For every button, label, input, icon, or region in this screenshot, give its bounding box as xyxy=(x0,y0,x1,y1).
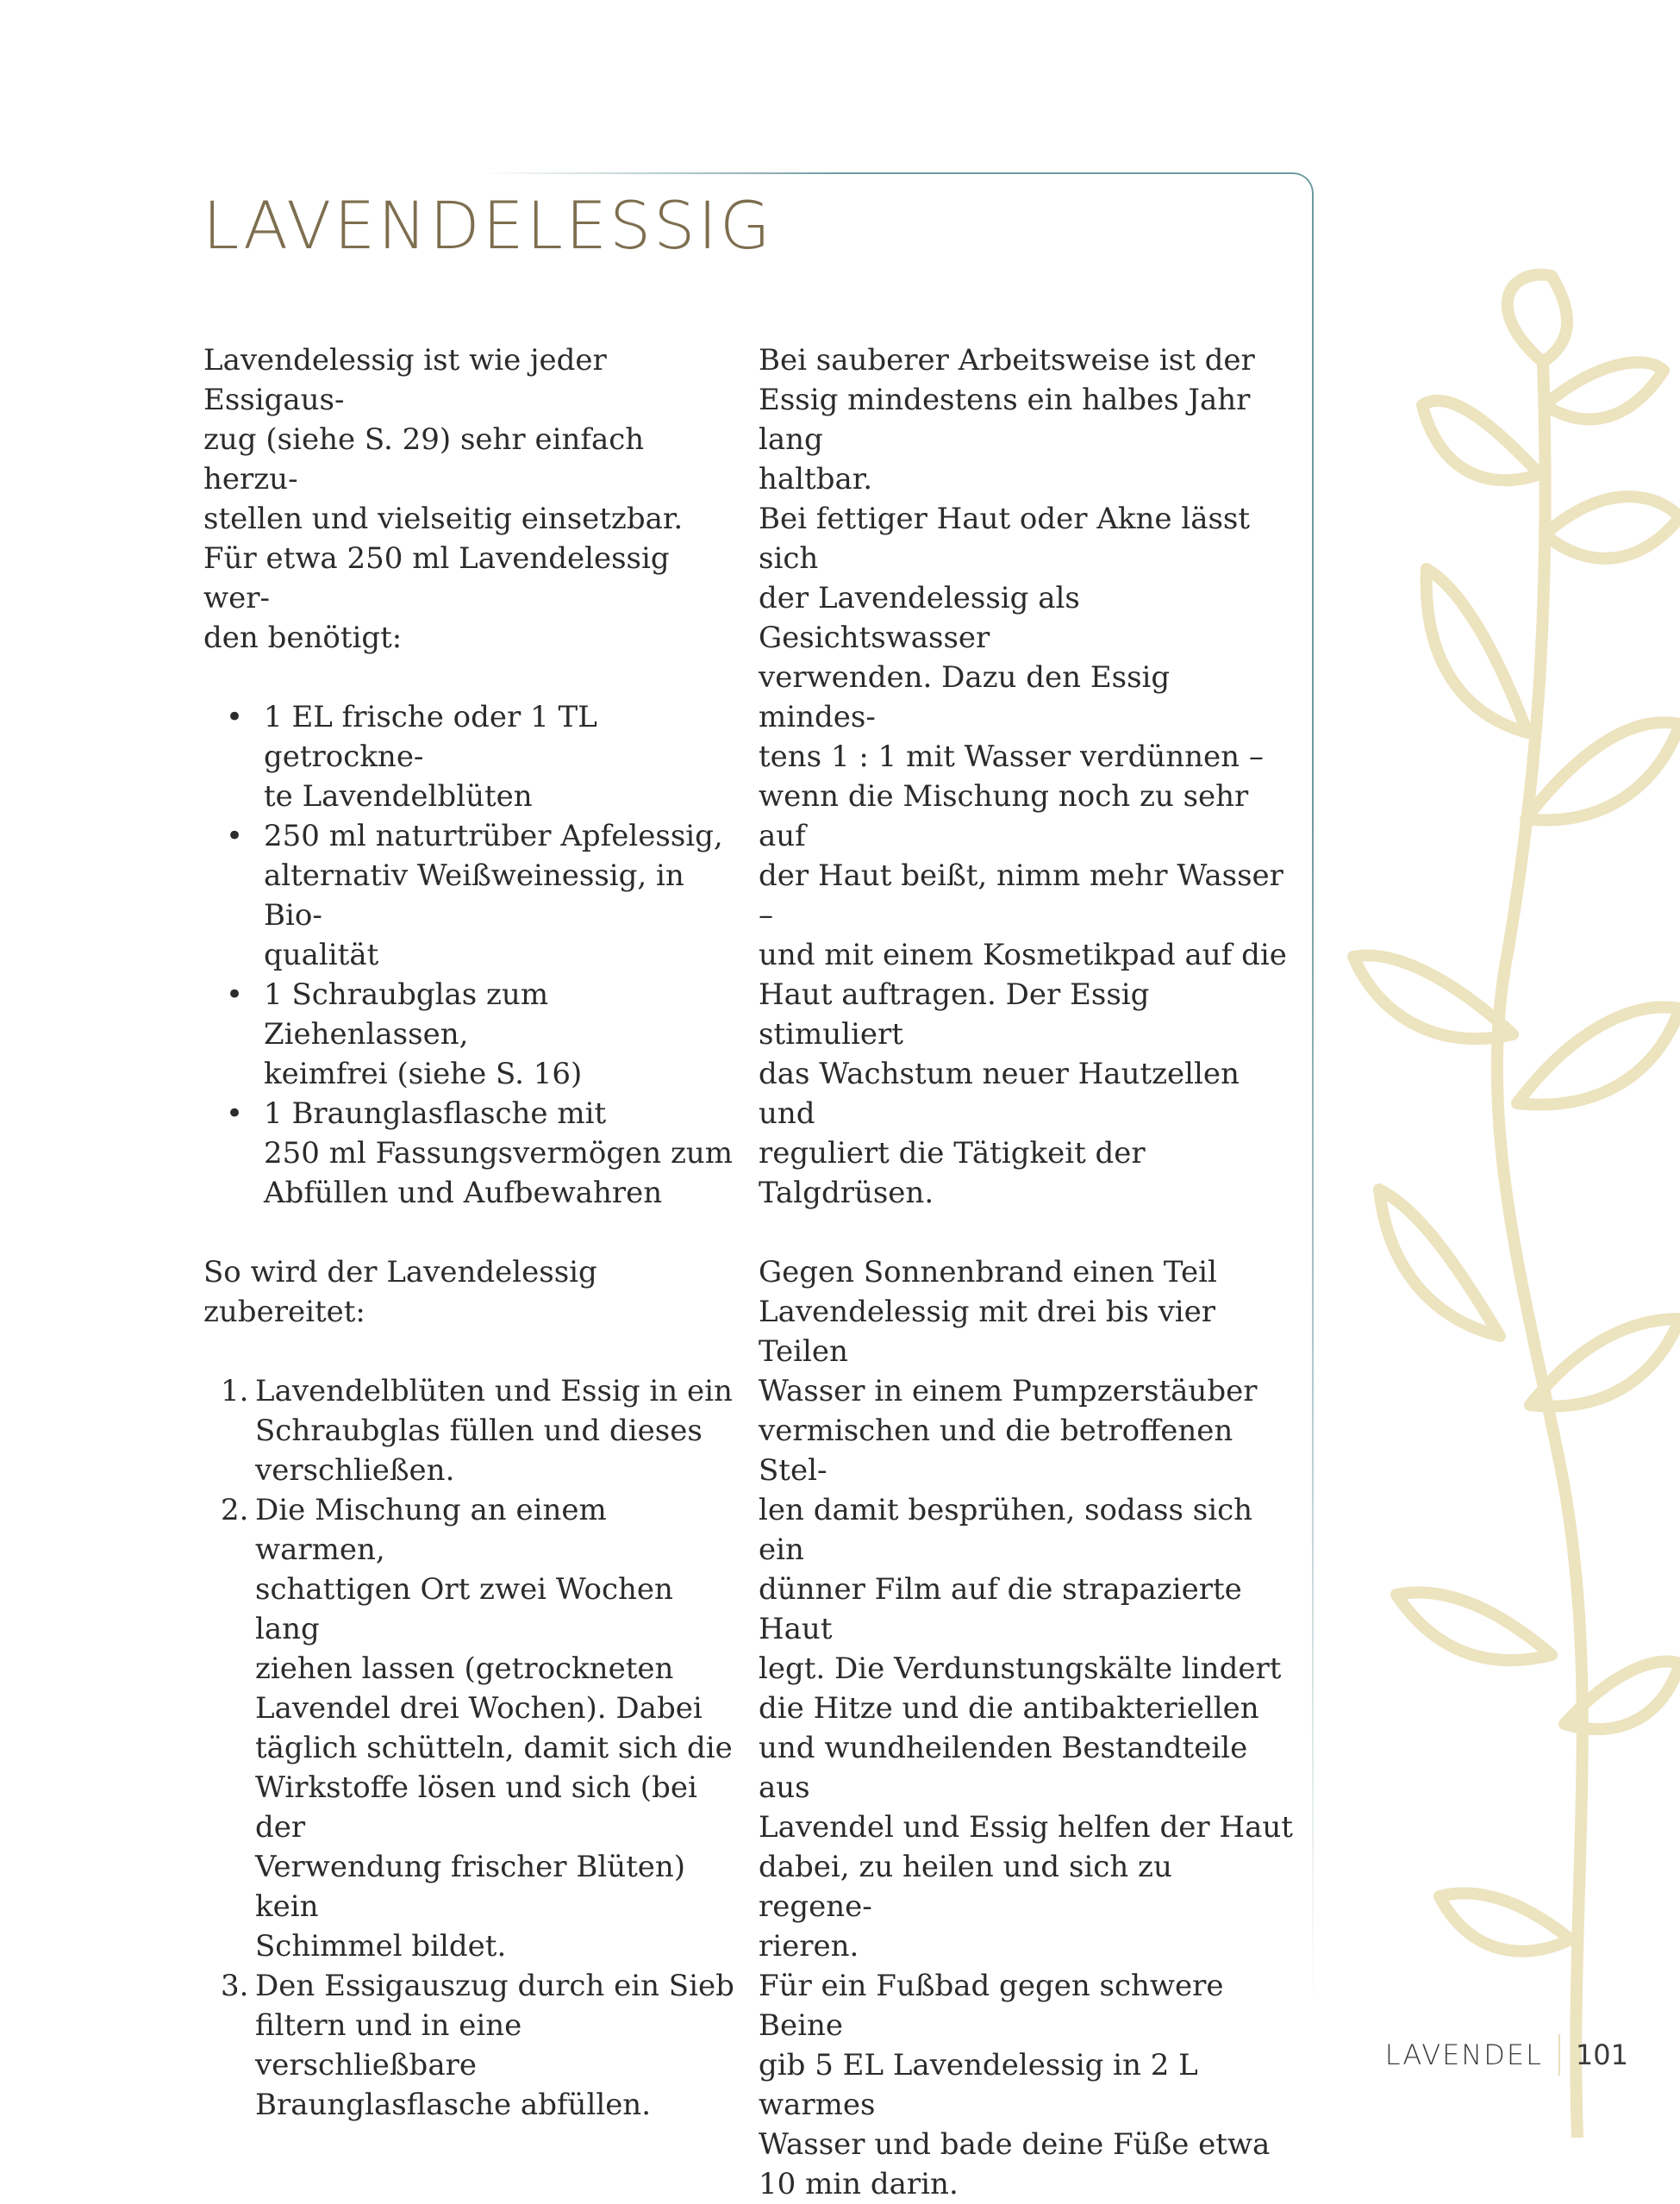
leaf-branch-illustration xyxy=(1345,259,1680,2138)
section-label: LAVENDEL xyxy=(1384,2039,1543,2071)
text-line: ziehen lassen (getrockneten xyxy=(255,1651,674,1686)
text-line: schattigen Ort zwei Wochen lang xyxy=(255,1572,673,1646)
left-column xyxy=(203,340,738,2125)
shelf-life-paragraph xyxy=(759,340,1293,499)
bullet-icon: • xyxy=(226,977,244,1012)
list-item xyxy=(226,1094,738,1213)
text-line: 250 ml Fassungsvermögen zum xyxy=(264,1136,734,1171)
step-number: 1. xyxy=(221,1374,249,1408)
text-line: 1 EL frische oder 1 TL getrockne- xyxy=(264,700,597,774)
text-line: Haut auftragen. Der Essig stimuliert xyxy=(759,977,1150,1052)
list-item xyxy=(226,975,738,1094)
page-footer xyxy=(1385,2034,1628,2076)
text-line: haltbar. xyxy=(759,462,873,496)
text-line: und mit einem Kosmetikpad auf die xyxy=(759,938,1287,972)
text-line: der Haut beißt, nimm mehr Wasser – xyxy=(759,858,1283,933)
plant-leaf xyxy=(1440,1894,1571,1951)
preparation-intro: So wird der Lavendelessig zubereitet: xyxy=(203,1255,597,1329)
text-line: 1 Schraubglas zum Ziehenlassen, xyxy=(264,977,549,1052)
text-line: wenn die Mischung noch zu sehr auf xyxy=(759,779,1249,853)
list-item xyxy=(221,1490,738,1966)
text-line: Bei sauberer Arbeitsweise ist der xyxy=(759,343,1255,378)
text-line: täglich schütteln, damit sich die xyxy=(255,1731,733,1765)
text-line: Für ein Fußbad gegen schwere Beine xyxy=(759,1969,1224,2043)
plant-leaf xyxy=(1526,722,1680,820)
text-line: keimfrei (siehe S. 16) xyxy=(264,1057,583,1091)
text-line: legt. Die Verdunstungskälte lindert xyxy=(759,1651,1282,1686)
text-line: dabei, zu heilen und sich zu regene- xyxy=(759,1850,1172,1924)
skin-care-paragraph xyxy=(759,499,1293,1213)
text-line: 250 ml naturtrüber Apfelessig, xyxy=(264,819,723,853)
bullet-icon: • xyxy=(226,1096,244,1131)
text-line: reguliert die Tätigkeit der Talgdrüsen. xyxy=(759,1136,1146,1210)
text-line: alternativ Weißweinessig, in Bio- xyxy=(264,858,684,933)
text-line: filtern und in eine verschließbare xyxy=(255,2008,522,2082)
text-line: Abfüllen und Aufbewahren xyxy=(264,1176,663,1210)
bullet-icon: • xyxy=(226,819,244,853)
text-line: 1 Braunglasflasche mit xyxy=(264,1096,607,1131)
list-item xyxy=(226,697,738,816)
ingredient-list xyxy=(203,697,738,1213)
text-line: Gegen Sonnenbrand einen Teil xyxy=(759,1255,1217,1289)
text-line: Lavendelessig mit drei bis vier Teilen xyxy=(759,1295,1216,1369)
text-line: Für etwa 250 ml Lavendelessig wer- xyxy=(203,541,670,615)
text-line: 10 min darin. xyxy=(759,2167,959,2201)
text-line: Lavendel drei Wochen). Dabei xyxy=(255,1691,703,1726)
list-item xyxy=(221,1966,738,2125)
text-line: den benötigt: xyxy=(203,621,403,655)
bullet-icon: • xyxy=(226,700,244,734)
footer-divider xyxy=(1558,2034,1560,2076)
text-line: gib 5 EL Lavendelessig in 2 L warmes xyxy=(759,2048,1198,2122)
plant-leaf xyxy=(1517,1007,1680,1104)
text-line: Verwendung frischer Blüten) kein xyxy=(255,1850,686,1924)
sunburn-paragraph xyxy=(759,1252,1293,1966)
list-item xyxy=(226,816,738,975)
text-line: len damit besprühen, sodass sich ein xyxy=(759,1493,1253,1567)
text-line: dünner Film auf die strapazierte Haut xyxy=(759,1572,1242,1646)
text-line: und wundheilenden Bestandteile aus xyxy=(759,1731,1248,1805)
plant-stem xyxy=(1497,362,1583,2138)
plant-leaf xyxy=(1530,1319,1680,1407)
text-line: te Lavendelblüten xyxy=(264,779,533,814)
text-line: Den Essigauszug durch ein Sieb xyxy=(255,1969,734,2003)
plant-leaf xyxy=(1379,1189,1500,1336)
text-line: Lavendelessig ist wie jeder Essigaus- xyxy=(203,343,607,417)
text-line: Lavendelblüten und Essig in ein xyxy=(255,1374,733,1408)
text-line: zug (siehe S. 29) sehr einfach herzu- xyxy=(203,422,645,496)
frame-fade xyxy=(483,171,845,176)
plant-leaf xyxy=(1545,362,1664,419)
text-line: Die Mischung an einem warmen, xyxy=(255,1493,607,1567)
text-line: Schraubglas füllen und dieses xyxy=(255,1414,703,1448)
text-line: stellen und vielseitig einsetzbar. xyxy=(203,502,684,536)
text-line: Wasser in einem Pumpzerstäuber xyxy=(759,1374,1258,1408)
text-line: der Lavendelessig als Gesichtswasser xyxy=(759,581,1080,655)
text-line: tens 1 : 1 mit Wasser verdünnen – xyxy=(759,740,1264,774)
text-line: Essig mindestens ein halbes Jahr lang xyxy=(759,383,1251,457)
text-line: Schimmel bildet. xyxy=(255,1929,507,1964)
plant-leaf xyxy=(1353,955,1513,1039)
list-item xyxy=(221,1371,738,1490)
plant-leaf xyxy=(1508,275,1567,362)
intro-paragraph xyxy=(203,340,738,658)
text-line: verwenden. Dazu den Essig mindes- xyxy=(759,660,1171,734)
text-line: das Wachstum neuer Hautzellen und xyxy=(759,1057,1240,1131)
text-line: Lavendel und Essig helfen der Haut xyxy=(759,1810,1293,1845)
text-line: Wasser und bade deine Füße etwa xyxy=(759,2127,1271,2162)
text-line: Wirkstoffe lösen und sich (bei der xyxy=(255,1770,697,1845)
text-line: verschließen. xyxy=(255,1453,455,1488)
plant-leaf xyxy=(1427,569,1527,733)
text-line: qualität xyxy=(264,938,379,972)
plant-leaf xyxy=(1396,1593,1552,1661)
text-line: rieren. xyxy=(759,1929,859,1964)
page-number: 101 xyxy=(1575,2039,1628,2071)
text-line: Braunglasflasche abfüllen. xyxy=(255,2088,652,2122)
page-title: LAVENDELESSIG xyxy=(203,187,773,264)
text-line: vermischen und die betroffenen Stel- xyxy=(759,1414,1233,1488)
footbath-paragraph xyxy=(759,1966,1293,2204)
plant-leaf xyxy=(1545,496,1680,559)
step-number: 3. xyxy=(221,1969,249,2003)
plant-leaf xyxy=(1422,401,1539,480)
right-column xyxy=(759,340,1293,2204)
preparation-steps xyxy=(203,1371,738,2125)
step-number: 2. xyxy=(221,1493,249,1527)
text-line: die Hitze und die antibakteriellen xyxy=(759,1691,1259,1726)
text-line: Bei fettiger Haut oder Akne lässt sich xyxy=(759,502,1251,576)
